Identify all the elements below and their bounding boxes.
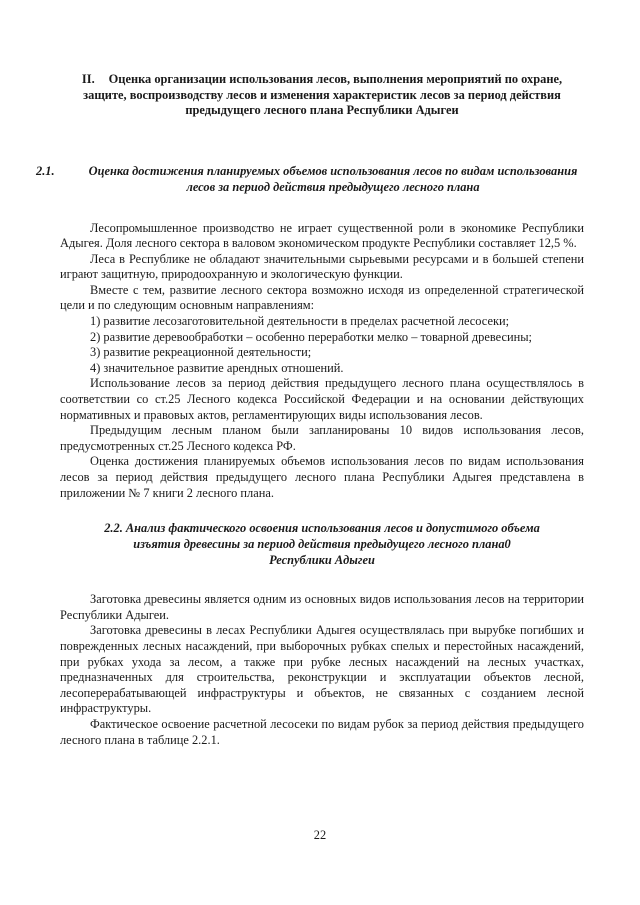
subsection-heading-2-1	[36, 163, 584, 195]
section-heading	[60, 72, 584, 119]
list-item: 3) развитие рекреационной деятельности;	[90, 345, 312, 360]
subsection-title-line: 2.2. Анализ фактического освоения использования лесов и допустимого объема	[104, 521, 540, 536]
document-page	[36, 72, 584, 748]
paragraph: Заготовка древесины в лесах Республики Адыгея осуществлялась при вырубке погибших и поврежденных лесных насаждений, при выборочных рубках спелых и перестойных насаждений, при рубках ухода за лесом, а также при рубке лесных насаждений на лесных участках, предназначенных для строительства, реконструкции и эксплуатации объектов лесной, лесоперерабатывающей инфраструктуры и объектов, не связанных с созданием лесной инфраструктуры.	[60, 623, 584, 716]
section-title: Оценка организации использования лесов, выполнения мероприятий по охране, защите, воспроизводству лесов и изменения характеристик лесов за период действия предыдущего лесного плана Республики Адыгеи	[83, 72, 563, 117]
page-number: 22	[313, 828, 327, 842]
paragraph: Использование лесов за период действия предыдущего лесного плана осуществлялось в соответствии со ст.25 Лесного кодекса Российской Федерации и на основании действующих нормативных и правовых актов, регламентирующих виды использования лесов.	[60, 376, 584, 422]
paragraph: Вместе с тем, развитие лесного сектора возможно исходя из определенной стратегической цели и по следующим основным направлениям:	[60, 282, 584, 313]
paragraph: Оценка достижения планируемых объемов использования лесов по видам использования лесов за период действия предыдущего лесного плана Республики Адыгея представлена в приложении № 7 книги 2 лесного плана.	[60, 454, 584, 500]
paragraph: Фактическое освоение расчетной лесосеки по видам рубок за период действия предыдущего лесного плана в таблице 2.2.1.	[60, 716, 584, 747]
paragraph: Предыдущим лесным планом были запланированы 10 видов использования лесов, предусмотренных ст.25 Лесного кодекса РФ.	[60, 423, 584, 453]
paragraph: Леса в Республике не обладают значительными сырьевыми ресурсами и в большей степени играют защитную, природоохранную и экологическую функции.	[60, 251, 584, 282]
subsection-title-line: изъятия древесины за период действия предыдущего лесного плана0	[133, 537, 511, 552]
subsection-number: 2.1.	[36, 163, 55, 178]
section-number: II.	[81, 72, 95, 86]
subsection-heading-2-2	[60, 520, 584, 568]
paragraph: Заготовка древесины является одним из основных видов использования лесов на территории Республики Адыгеи.	[60, 592, 584, 622]
paragraph: Лесопромышленное производство не играет существенной роли в экономике Республики Адыгея. Доля лесного сектора в валовом экономическом продукте Республики составляет 12,5 %.	[60, 220, 584, 251]
list-item: 4) значительное развитие арендных отношений.	[90, 360, 344, 375]
subsection-title-line: Республики Адыгеи	[269, 553, 375, 568]
list-item: 1) развитие лесозаготовительной деятельности в пределах расчетной лесосеки;	[90, 314, 510, 329]
list-item: 2) развитие деревообработки – особенно переработки мелко – товарной древесины;	[90, 329, 532, 344]
subsection-title: Оценка достижения планируемых объемов использования лесов по видам использования лесов за период действия предыдущего лесного плана	[88, 163, 578, 194]
